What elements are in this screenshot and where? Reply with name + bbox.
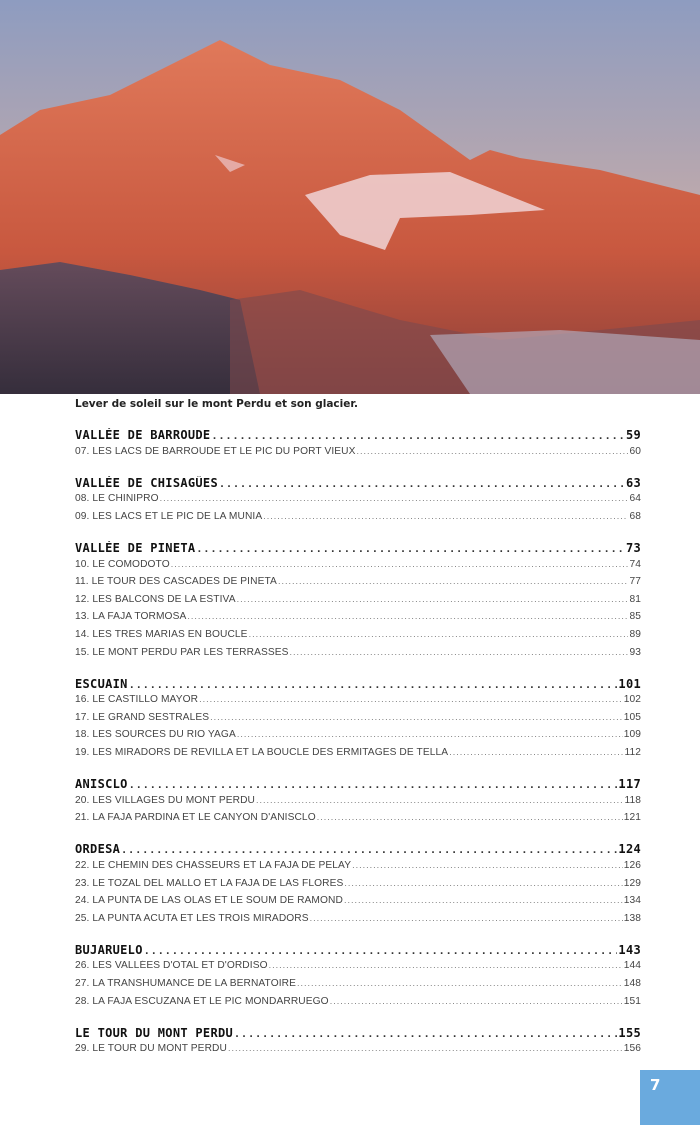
dot-leader	[290, 647, 629, 657]
toc-entry-title: 16. LE CASTILLO MAYOR	[75, 694, 199, 706]
dot-leader	[211, 431, 624, 442]
toc-entry-page: 93	[629, 646, 641, 658]
toc-entry-page: 129	[623, 877, 641, 889]
section-heading-title: ESCUAIN	[75, 676, 128, 691]
dot-leader	[160, 493, 629, 503]
section-heading-title: ANISCLO	[75, 777, 128, 792]
toc-entry[interactable]	[75, 611, 641, 629]
section-heading-title: VALLÉE DE PINETA	[75, 540, 196, 555]
section-heading-page: 143	[618, 942, 641, 957]
table-of-contents	[75, 428, 641, 1073]
toc-entry[interactable]	[75, 559, 641, 577]
toc-entry-title: 09. LES LACS ET LE PIC DE LA MUNIA	[75, 510, 263, 522]
toc-entry-page: 148	[623, 978, 641, 990]
toc-section	[75, 943, 641, 1013]
toc-entry-title: 15. LE MONT PERDU PAR LES TERRASSES	[75, 646, 289, 658]
section-heading-page: 117	[618, 777, 641, 792]
toc-entry-page: 118	[624, 794, 641, 806]
toc-section	[75, 1026, 641, 1061]
toc-entry[interactable]	[75, 446, 641, 464]
toc-entry-page: 102	[623, 694, 641, 706]
section-heading[interactable]	[75, 677, 641, 695]
dot-leader	[310, 913, 623, 923]
toc-entry[interactable]	[75, 960, 641, 978]
toc-entry-title: 26. LES VALLÉES D'OTAL ET D'ORDISO	[75, 960, 268, 972]
toc-entry-title: 25. LA PUNTA ACUTA ET LES TROIS MIRADORS	[75, 912, 309, 924]
photo-caption: Lever de soleil sur le mont Perdu et son glacier.	[75, 398, 359, 410]
toc-entry[interactable]	[75, 712, 641, 730]
toc-entry[interactable]	[75, 878, 641, 896]
toc-entry[interactable]	[75, 629, 641, 647]
section-heading[interactable]	[75, 943, 641, 961]
dot-leader	[228, 1043, 623, 1053]
toc-entry[interactable]	[75, 493, 641, 511]
toc-entry-page: 112	[624, 747, 641, 758]
toc-entry[interactable]	[75, 795, 641, 813]
dot-leader	[171, 559, 629, 569]
dot-leader	[237, 594, 629, 604]
toc-section	[75, 541, 641, 664]
toc-section	[75, 428, 641, 463]
dot-leader	[297, 978, 623, 988]
toc-entry[interactable]	[75, 511, 641, 529]
toc-entry-page: 77	[629, 576, 641, 588]
toc-entry[interactable]	[75, 812, 641, 830]
toc-section	[75, 842, 641, 930]
toc-entry-page: 121	[623, 812, 641, 824]
toc-entry[interactable]	[75, 647, 641, 665]
toc-entry-title: 10. LE COMODOTO	[75, 558, 170, 570]
toc-entry[interactable]	[75, 576, 641, 594]
dot-leader	[144, 946, 618, 957]
toc-entry-page: 144	[623, 960, 641, 972]
section-heading-page: 63	[625, 475, 641, 490]
toc-entry-title: 21. LA FAJA PARDINA ET LE CANYON D'ANISCLO	[75, 812, 316, 824]
section-heading-title: BUJARUELO	[75, 942, 143, 957]
toc-entry-page: 81	[629, 593, 641, 605]
toc-entry-title: 07. LES LACS DE BARROUDE ET LE PIC DU PORT VIEUX	[75, 445, 356, 457]
toc-entry-page: 85	[629, 611, 641, 623]
dot-leader	[269, 960, 623, 970]
dot-leader	[210, 712, 623, 722]
toc-entry[interactable]	[75, 729, 641, 747]
toc-entry-title: 22. LE CHEMIN DES CHASSEURS ET LA FAJA DE PELAY	[75, 859, 352, 871]
dot-leader	[317, 812, 623, 822]
toc-entry-title: 23. LE TOZAL DEL MALLO ET LA FAJA DE LAS FLORES	[75, 877, 344, 889]
toc-entry[interactable]	[75, 913, 641, 931]
toc-entry-page: 151	[623, 995, 641, 1007]
toc-entry-title: 18. LES SOURCES DU RIO YAGA	[75, 729, 236, 741]
toc-entry-title: 08. LE CHINIPRO	[75, 493, 159, 505]
section-heading-title: ORDESA	[75, 842, 121, 857]
toc-entry[interactable]	[75, 594, 641, 612]
mountain-photo	[0, 0, 700, 394]
toc-section	[75, 677, 641, 765]
toc-entry[interactable]	[75, 860, 641, 878]
section-heading[interactable]	[75, 777, 641, 795]
toc-entry-title: 14. LES TRES MARIAS EN BOUCLE	[75, 628, 248, 640]
dot-leader	[199, 694, 623, 704]
toc-entry-page: 156	[623, 1043, 641, 1055]
toc-entry-page: 60	[629, 445, 641, 457]
dot-leader	[121, 845, 617, 856]
toc-entry[interactable]	[75, 895, 641, 913]
dot-leader	[344, 895, 623, 905]
section-heading-title: LE TOUR DU MONT PERDU	[75, 1025, 234, 1040]
dot-leader	[449, 747, 623, 757]
section-heading-page: 155	[618, 1025, 641, 1040]
section-heading-page: 124	[618, 842, 641, 857]
dot-leader	[330, 996, 623, 1006]
section-heading[interactable]	[75, 1026, 641, 1044]
section-heading-title: VALLÉE DE BARROUDE	[75, 428, 211, 442]
section-heading[interactable]	[75, 476, 641, 494]
toc-entry-title: 27. LA TRANSHUMANCE DE LA BERNATOIRE	[75, 978, 296, 990]
toc-entry[interactable]	[75, 694, 641, 712]
section-heading[interactable]	[75, 428, 641, 446]
page-number-badge	[640, 1070, 700, 1125]
dot-leader	[129, 780, 618, 791]
dot-leader	[344, 878, 622, 888]
toc-entry[interactable]	[75, 747, 641, 765]
dot-leader	[278, 576, 629, 586]
section-heading-page: 73	[625, 540, 641, 555]
toc-entry[interactable]	[75, 978, 641, 996]
toc-entry-title: 24. LA PUNTA DE LAS OLAS ET LE SOUM DE RAMOND	[75, 895, 343, 907]
section-heading-page: 59	[625, 428, 641, 442]
toc-entry-page: 89	[629, 628, 641, 640]
toc-entry-title: 12. LES BALCONS DE LA ESTIVA	[75, 593, 236, 605]
section-heading[interactable]	[75, 541, 641, 559]
toc-section	[75, 777, 641, 830]
page-number: 7	[650, 1076, 661, 1094]
toc-entry-title: 19. LES MIRADORS DE REVILLA ET LA BOUCLE DES ERMITAGES DE TELLA	[75, 747, 449, 758]
dot-leader	[249, 629, 629, 639]
toc-entry-title: 17. LE GRAND SESTRALES	[75, 711, 210, 723]
section-heading[interactable]	[75, 842, 641, 860]
toc-entry-page: 126	[623, 859, 641, 871]
toc-section	[75, 476, 641, 529]
dot-leader	[187, 611, 628, 621]
toc-entry-page: 64	[629, 493, 641, 505]
dot-leader	[352, 860, 623, 870]
dot-leader	[263, 511, 628, 521]
section-heading-title: VALLÉE DE CHISAGÜES	[75, 475, 218, 490]
toc-entry[interactable]	[75, 1043, 641, 1061]
toc-entry-page: 74	[629, 558, 641, 570]
dot-leader	[234, 1029, 617, 1040]
toc-entry-title: 20. LES VILLAGES DU MONT PERDU	[75, 794, 256, 806]
dot-leader	[357, 446, 629, 456]
toc-entry-page: 109	[623, 729, 641, 741]
toc-entry-page: 138	[623, 912, 641, 924]
toc-entry-page: 134	[623, 895, 641, 907]
dot-leader	[256, 795, 623, 805]
toc-entry-title: 29. LE TOUR DU MONT PERDU	[75, 1043, 227, 1055]
dot-leader	[219, 479, 625, 490]
toc-entry-title: 11. LE TOUR DES CASCADES DE PINETA	[75, 576, 277, 588]
dot-leader	[129, 680, 618, 691]
toc-entry-title: 28. LA FAJA ESCUZANA ET LE PIC MONDARRUEGO	[75, 995, 329, 1007]
dot-leader	[237, 729, 623, 739]
toc-entry-page: 105	[623, 711, 641, 723]
toc-entry-page: 68	[629, 510, 641, 522]
section-heading-page: 101	[618, 676, 641, 691]
dot-leader	[196, 544, 625, 555]
toc-entry[interactable]	[75, 996, 641, 1014]
toc-entry-title: 13. LA FAJA TORMOSA	[75, 611, 187, 623]
